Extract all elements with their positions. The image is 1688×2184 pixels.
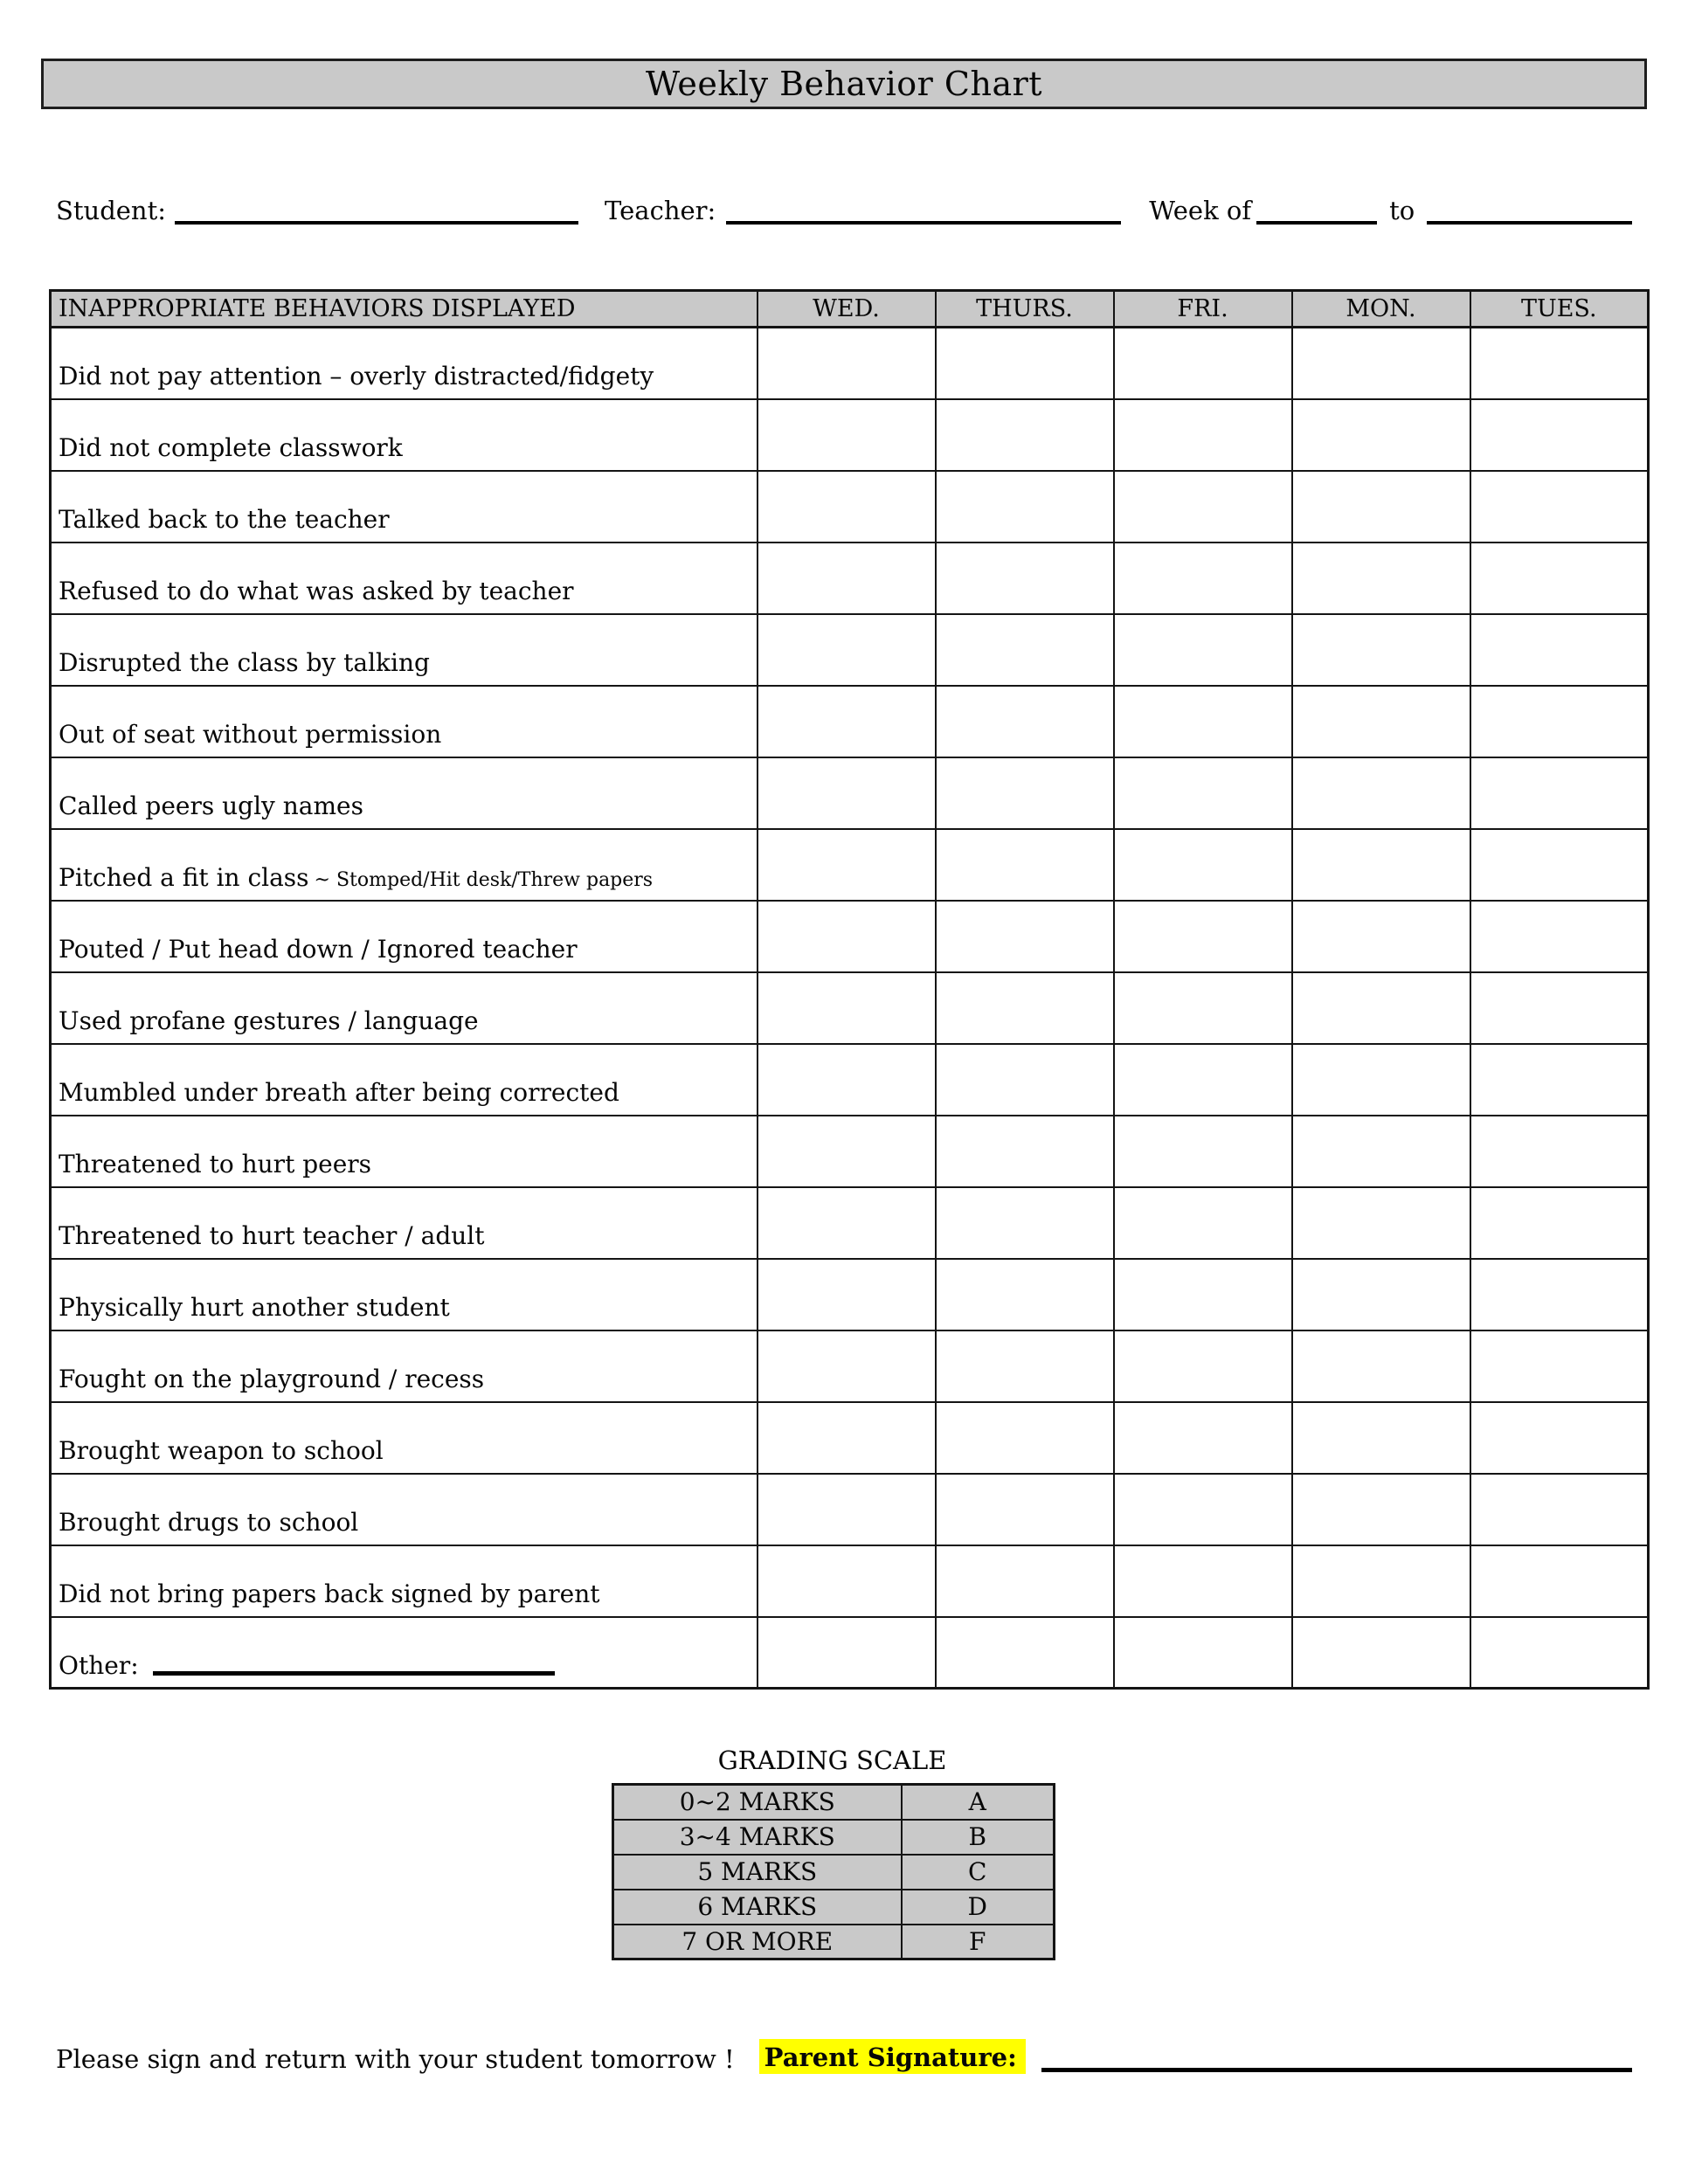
- to-label: to: [1389, 196, 1415, 225]
- behavior-label: Out of seat without permission: [51, 686, 758, 757]
- mark-cell[interactable]: [1292, 328, 1470, 399]
- table-row: [51, 614, 1649, 686]
- behavior-label: Fought on the playground / recess: [51, 1330, 758, 1402]
- grading-row: [613, 1890, 1055, 1925]
- mark-cell[interactable]: [1470, 901, 1649, 972]
- behavior-label: Physically hurt another student: [51, 1259, 758, 1330]
- mark-cell[interactable]: [1292, 471, 1470, 543]
- table-row: [51, 1187, 1649, 1259]
- mark-cell[interactable]: [1114, 1116, 1292, 1187]
- mark-cell[interactable]: [758, 1259, 936, 1330]
- table-row: [51, 1474, 1649, 1545]
- mark-cell[interactable]: [758, 829, 936, 901]
- mark-cell[interactable]: [936, 614, 1114, 686]
- mark-cell[interactable]: [936, 328, 1114, 399]
- grading-marks: 3~4 MARKS: [613, 1820, 902, 1855]
- mark-cell[interactable]: [1292, 829, 1470, 901]
- table-row: [51, 1402, 1649, 1474]
- mark-cell[interactable]: [1470, 1187, 1649, 1259]
- behavior-label: Talked back to the teacher: [51, 471, 758, 543]
- behavior-label: Brought weapon to school: [51, 1402, 758, 1474]
- behavior-label: Threatened to hurt teacher / adult: [51, 1187, 758, 1259]
- mark-cell[interactable]: [936, 543, 1114, 614]
- mark-cell[interactable]: [1292, 543, 1470, 614]
- week-start-line[interactable]: [1256, 216, 1377, 225]
- mark-cell[interactable]: [1470, 471, 1649, 543]
- mark-cell[interactable]: [1470, 972, 1649, 1044]
- mark-cell[interactable]: [1470, 1259, 1649, 1330]
- mark-cell[interactable]: [1470, 1402, 1649, 1474]
- behavior-label: Pouted / Put head down / Ignored teacher: [51, 901, 758, 972]
- teacher-label: Teacher:: [605, 196, 716, 225]
- mark-cell[interactable]: [1470, 328, 1649, 399]
- behavior-label: Brought drugs to school: [51, 1474, 758, 1545]
- table-row: [51, 901, 1649, 972]
- mark-cell[interactable]: [936, 1617, 1114, 1689]
- mark-cell[interactable]: [1470, 1330, 1649, 1402]
- grading-grade: C: [902, 1855, 1055, 1890]
- mark-cell[interactable]: [1114, 614, 1292, 686]
- table-row: [51, 543, 1649, 614]
- mark-cell[interactable]: [758, 1402, 936, 1474]
- mark-cell[interactable]: [936, 829, 1114, 901]
- behavior-label: Disrupted the class by talking: [51, 614, 758, 686]
- behavior-label-note: ~ Stomped/Hit desk/Threw papers: [314, 869, 654, 892]
- parent-signature-line[interactable]: [1041, 2063, 1632, 2072]
- mark-cell[interactable]: [936, 1187, 1114, 1259]
- mark-cell[interactable]: [758, 1044, 936, 1116]
- table-row: [51, 399, 1649, 471]
- grading-marks: 0~2 MARKS: [613, 1785, 902, 1820]
- mark-cell[interactable]: [1292, 972, 1470, 1044]
- table-row: [51, 1330, 1649, 1402]
- mark-cell[interactable]: [1114, 829, 1292, 901]
- behavior-label: Threatened to hurt peers: [51, 1116, 758, 1187]
- mark-cell[interactable]: [936, 901, 1114, 972]
- mark-cell[interactable]: [1114, 471, 1292, 543]
- table-row: [51, 972, 1649, 1044]
- mark-cell[interactable]: [1114, 1474, 1292, 1545]
- table-row: [51, 1545, 1649, 1617]
- mark-cell[interactable]: [758, 1617, 936, 1689]
- footer-line: [56, 2032, 1632, 2074]
- mark-cell[interactable]: [1114, 1545, 1292, 1617]
- column-header-thurs: THURS.: [936, 291, 1114, 328]
- behavior-label: Did not pay attention – overly distracted/fidgety: [51, 328, 758, 399]
- other-label: Other:: [59, 1650, 139, 1680]
- mark-cell[interactable]: [936, 399, 1114, 471]
- mark-cell[interactable]: [1470, 1044, 1649, 1116]
- table-row: [51, 1259, 1649, 1330]
- mark-cell[interactable]: [1114, 972, 1292, 1044]
- mark-cell[interactable]: [758, 1474, 936, 1545]
- behavior-label: Refused to do what was asked by teacher: [51, 543, 758, 614]
- mark-cell[interactable]: [936, 1330, 1114, 1402]
- mark-cell[interactable]: [936, 1474, 1114, 1545]
- info-line: [56, 180, 1632, 225]
- behavior-label-main: Pitched a fit in class: [59, 863, 309, 893]
- table-row: [51, 686, 1649, 757]
- grading-row: [613, 1820, 1055, 1855]
- behavior-label: Did not bring papers back signed by parent: [51, 1545, 758, 1617]
- mark-cell[interactable]: [936, 1116, 1114, 1187]
- grading-row: [613, 1925, 1055, 1959]
- mark-cell[interactable]: [936, 757, 1114, 829]
- mark-cell[interactable]: [758, 1545, 936, 1617]
- sign-return-message: Please sign and return with your student tomorrow !: [56, 2044, 735, 2074]
- mark-cell[interactable]: [1114, 1402, 1292, 1474]
- mark-cell[interactable]: [1470, 1617, 1649, 1689]
- parent-signature-label: Parent Signature:: [759, 2039, 1026, 2074]
- mark-cell[interactable]: [1292, 1187, 1470, 1259]
- mark-cell[interactable]: [1470, 614, 1649, 686]
- column-header-fri: FRI.: [1114, 291, 1292, 328]
- table-row: [51, 829, 1649, 901]
- mark-cell[interactable]: [1292, 614, 1470, 686]
- mark-cell[interactable]: [936, 1259, 1114, 1330]
- table-row: [51, 757, 1649, 829]
- mark-cell[interactable]: [758, 543, 936, 614]
- mark-cell[interactable]: [758, 471, 936, 543]
- column-header-behaviors: INAPPROPRIATE BEHAVIORS DISPLAYED: [51, 291, 758, 328]
- grading-grade: B: [902, 1820, 1055, 1855]
- behavior-table: [49, 289, 1650, 1690]
- mark-cell[interactable]: [1470, 1116, 1649, 1187]
- mark-cell[interactable]: [1114, 1330, 1292, 1402]
- behavior-label: Mumbled under breath after being corrected: [51, 1044, 758, 1116]
- mark-cell[interactable]: [758, 399, 936, 471]
- mark-cell[interactable]: [936, 471, 1114, 543]
- mark-cell[interactable]: [1114, 1044, 1292, 1116]
- other-fill-line[interactable]: [153, 1667, 555, 1676]
- mark-cell[interactable]: [1292, 1116, 1470, 1187]
- mark-cell[interactable]: [1114, 1187, 1292, 1259]
- mark-cell[interactable]: [1470, 543, 1649, 614]
- mark-cell[interactable]: [1114, 399, 1292, 471]
- mark-cell[interactable]: [1292, 901, 1470, 972]
- mark-cell[interactable]: [1114, 543, 1292, 614]
- title-bar: [41, 59, 1647, 109]
- mark-cell[interactable]: [936, 1545, 1114, 1617]
- table-row: [51, 1116, 1649, 1187]
- grading-marks: 5 MARKS: [613, 1855, 902, 1890]
- grading-grade: D: [902, 1890, 1055, 1925]
- mark-cell[interactable]: [758, 614, 936, 686]
- behavior-label: Did not complete classwork: [51, 399, 758, 471]
- mark-cell[interactable]: [1114, 328, 1292, 399]
- mark-cell[interactable]: [1292, 1474, 1470, 1545]
- mark-cell[interactable]: [1292, 686, 1470, 757]
- mark-cell[interactable]: [1292, 1545, 1470, 1617]
- mark-cell[interactable]: [1292, 399, 1470, 471]
- behavior-label-other: [51, 1617, 758, 1689]
- mark-cell[interactable]: [936, 1044, 1114, 1116]
- table-header-row: [51, 291, 1649, 328]
- student-name-line[interactable]: [175, 216, 578, 225]
- teacher-name-line[interactable]: [726, 216, 1121, 225]
- table-row: [51, 1617, 1649, 1689]
- mark-cell[interactable]: [1470, 686, 1649, 757]
- mark-cell[interactable]: [1114, 901, 1292, 972]
- grading-row: [613, 1855, 1055, 1890]
- grading-row: [613, 1785, 1055, 1820]
- grading-grade: F: [902, 1925, 1055, 1959]
- mark-cell[interactable]: [1470, 399, 1649, 471]
- table-row: [51, 471, 1649, 543]
- mark-cell[interactable]: [758, 686, 936, 757]
- student-label: Student:: [56, 196, 167, 225]
- mark-cell[interactable]: [1470, 829, 1649, 901]
- table-row: [51, 328, 1649, 399]
- mark-cell[interactable]: [758, 901, 936, 972]
- mark-cell[interactable]: [936, 1402, 1114, 1474]
- column-header-wed: WED.: [758, 291, 936, 328]
- grading-grade: A: [902, 1785, 1055, 1820]
- mark-cell[interactable]: [1470, 1474, 1649, 1545]
- grading-marks: 6 MARKS: [613, 1890, 902, 1925]
- mark-cell[interactable]: [758, 328, 936, 399]
- behavior-label: Used profane gestures / language: [51, 972, 758, 1044]
- behavior-label: [51, 829, 758, 901]
- mark-cell[interactable]: [1470, 757, 1649, 829]
- behavior-label: Called peers ugly names: [51, 757, 758, 829]
- mark-cell[interactable]: [936, 686, 1114, 757]
- mark-cell[interactable]: [1292, 1330, 1470, 1402]
- mark-cell[interactable]: [1292, 1617, 1470, 1689]
- page-title: Weekly Behavior Chart: [645, 65, 1043, 103]
- table-row: [51, 1044, 1649, 1116]
- week-of-label: Week of: [1149, 196, 1252, 225]
- column-header-tues: TUES.: [1470, 291, 1649, 328]
- mark-cell[interactable]: [1114, 757, 1292, 829]
- mark-cell[interactable]: [1114, 1617, 1292, 1689]
- mark-cell[interactable]: [758, 972, 936, 1044]
- mark-cell[interactable]: [1114, 686, 1292, 757]
- column-header-mon: MON.: [1292, 291, 1470, 328]
- mark-cell[interactable]: [758, 757, 936, 829]
- grading-scale-title: GRADING SCALE: [717, 1745, 947, 1775]
- mark-cell[interactable]: [758, 1330, 936, 1402]
- grading-marks: 7 OR MORE: [613, 1925, 902, 1959]
- mark-cell[interactable]: [758, 1116, 936, 1187]
- week-end-line[interactable]: [1427, 216, 1632, 225]
- mark-cell[interactable]: [1470, 1545, 1649, 1617]
- mark-cell[interactable]: [1292, 1402, 1470, 1474]
- mark-cell[interactable]: [1292, 1259, 1470, 1330]
- mark-cell[interactable]: [758, 1187, 936, 1259]
- mark-cell[interactable]: [1292, 1044, 1470, 1116]
- mark-cell[interactable]: [1114, 1259, 1292, 1330]
- mark-cell[interactable]: [936, 972, 1114, 1044]
- grading-scale-table: [612, 1783, 1055, 1960]
- mark-cell[interactable]: [1292, 757, 1470, 829]
